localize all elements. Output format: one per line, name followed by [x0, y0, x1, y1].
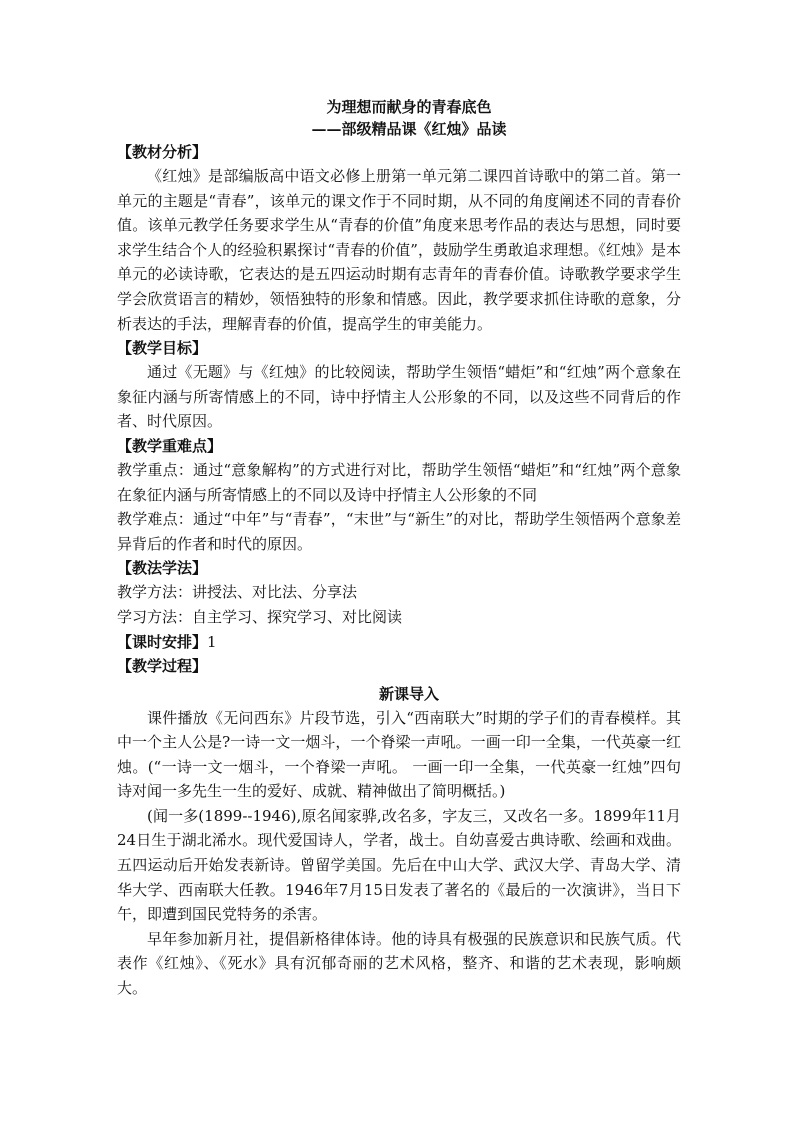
- process-paragraph-2: (闻一多(1899--1946),原名闻家骅,改名多，字友三，又改名一多。1899年11月24日生于湖北浠水。现代爱国诗人，学者，战士。自幼喜爱古典诗歌、绘画和戏曲。五四运动后开始发表新诗。曾留学美国。先后在中山大学、武汉大学、青岛大学、清华大学、西南联大任教。1946年7月15日发表了著名的《最后的一次演讲》，当日下午，即遭到国民党特务的杀害。: [117, 806, 681, 924]
- document-title: 为理想而献身的青春底色: [326, 98, 492, 116]
- learning-methods-line: 学习方法：自主学习、探究学习、对比阅读: [117, 607, 403, 626]
- document-subtitle: ——部级精品课《红烛》品读: [311, 120, 507, 138]
- schedule-heading-label: 【课时安排】: [117, 632, 208, 651]
- key-difficulty-paragraph: 教学难点：通过“中年”与“青春”，“末世”与“新生”的对比，帮助学生领悟两个意象差异背后的作者和时代的原因。: [117, 510, 681, 553]
- process-paragraph-3: 早年参加新月社，提倡新格律体诗。他的诗具有极强的民族意识和民族气质。代表作《红烛》、《死水》具有沉郁奇丽的艺术风格，整齐、和谐的艺术表现，影响颇大。: [117, 929, 681, 998]
- section-heading-schedule: [117, 630, 681, 654]
- schedule-value: 1: [207, 632, 217, 651]
- goals-paragraph: 通过《无题》与《红烛》的比较阅读，帮助学生领悟“蜡炬”和“红烛”两个意象在象征内涵与所寄情感上的不同，诗中抒情主人公形象的不同，以及这些不同背后的作者、时代原因。: [117, 363, 681, 431]
- section-heading-methods: 【教法学法】: [117, 559, 208, 578]
- document-page: [117, 96, 681, 1001]
- analysis-paragraph: 《红烛》是部编版高中语文必修上册第一单元第二课四首诗歌中的第二首。第一单元的主题是“青春”，该单元的课文作于不同时期，从不同的角度阐述不同的青春价值。该单元教学任务要求学生从“青春的价值”角度来思考作品的表达与思想，同时要求学生结合个人的经验积累探讨“青春的价值”，鼓励学生勇敢追求理想。《红烛》是本单元的必读诗歌，它表达的是五四运动时期有志青年的青春价值。诗歌教学要求学生学会欣赏语言的精妙，领悟独特的形象和情感。因此，教学要求抓住诗歌的意象，分析表达的手法，理解青春的价值，提高学生的审美能力。: [117, 167, 681, 333]
- section-heading-key-points: 【教学重难点】: [117, 436, 223, 455]
- section-heading-goals: 【教学目标】: [117, 339, 208, 358]
- section-heading-analysis: 【教材分析】: [117, 143, 208, 161]
- teaching-methods-line: 教学方法：讲授法、对比法、分享法: [117, 583, 358, 602]
- key-focus-paragraph: 教学重点：通过“意象解构”的方式进行对比，帮助学生领悟“蜡炬”和“红烛”两个意象在象征内涵与所寄情感上的不同以及诗中抒情主人公形象的不同: [117, 460, 681, 504]
- process-subheading: 新课导入: [378, 684, 439, 703]
- process-paragraph-1: 课件播放《无问西东》片段节选，引入“西南联大”时期的学子们的青春模样。其中一个主人公是?一诗一文一烟斗，一个脊梁一声吼。一画一印一全集，一代英豪一红烛。(“一诗一文一烟斗，一个脊梁一声吼。 一画一印一全集，一代英豪一红烛”四句诗对闻一多先生一生的爱好、成就、精神做出了简明概括。): [117, 708, 681, 801]
- section-heading-process: 【教学过程】: [117, 656, 208, 675]
